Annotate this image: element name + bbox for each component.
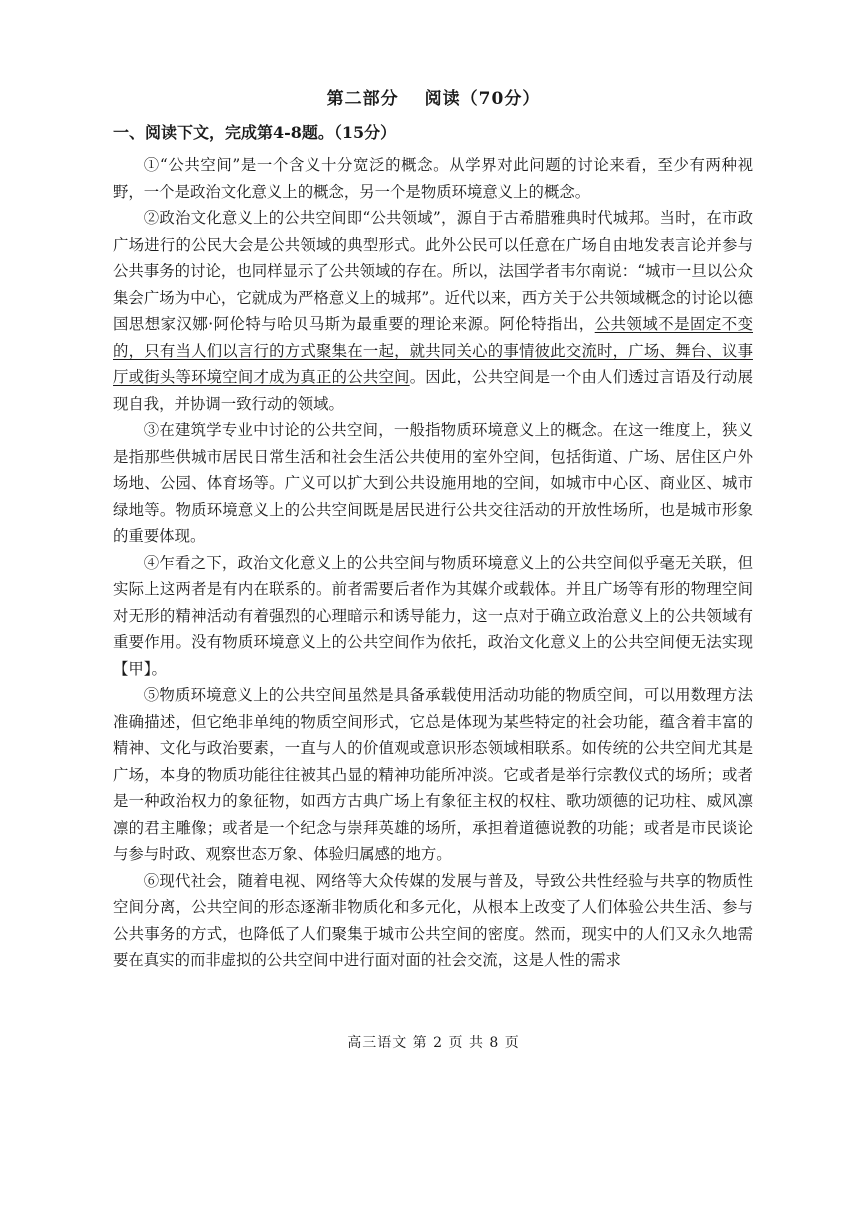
paragraph-3: ③在建筑学专业中讨论的公共空间，一般指物质环境意义上的概念。在这一维度上，狭义是指那些供城市居民日常生活和社会生活公共使用的室外空间，包括街道、广场、居住区户外场地、公园、体育场等。广义可以扩大到公共设施用地的空间，如城市中心区、商业区、城市绿地等。物质环境意义上的公共空间既是居民进行公共交往活动的开放性场所，也是城市形象的重要体现。 [113,421,753,545]
page-footer: 高三语文 第 2 页 共 8 页 [347,1035,520,1051]
paragraph-5: ⑤物质环境意义上的公共空间虽然是具备承载使用活动功能的物质空间，可以用数理方法准确描述，但它绝非单纯的物质空间形式，它总是体现为某些特定的社会功能，蕴含着丰富的精神、文化与政治要素，一直与人的价值观或意识形态领域相联系。如传统的公共空间尤其是广场，本身的物质功能往往被其凸显的精神功能所冲淡。它或者是举行宗教仪式的场所；或者是一种政治权力的象征物，如西方古典广场上有象征主权的权柱、歌功颂德的记功柱、威风凛凛的君主雕像；或者是一个纪念与崇拜英雄的场所，承担着道德说教的功能；或者是市民谈论与参与时政、观察世态万象、体验归属感的地方。 [113,686,753,863]
section-title: 一、阅读下文，完成第4-8题。（15分） [113,123,397,142]
underlined-sentence: 公共领域不是固定不变的，只有当人们以言行的方式聚集在一起，就共同关心的事情彼此交流时，广场、舞台、议事厅或街头等环境空间才成为真正的公共空间 [113,315,753,386]
paragraph-2 [113,205,753,417]
paragraph-2-text-after: 。因此，公共空间是一个由人们透过言语及行动展现自我，并协调一致行动的领域。 [113,368,753,413]
reading-passage [113,152,753,974]
paragraph-6: ⑥现代社会，随着电视、网络等大众传媒的发展与普及，导致公共性经验与共享的物质性空间分离，公共空间的形态逐渐非物质化和多元化，从根本上改变了人们体验公共生活、参与公共事务的方式，也降低了人们聚集于城市公共空间的密度。然而，现实中的人们又永久地需要在真实的而非虚拟的公共空间中进行面对面的社会交流，这是人性的需求 [113,871,753,969]
paragraph-1: ①“公共空间”是一个含义十分宽泛的概念。从学界对此问题的讨论来看，至少有两种视野，一个是政治文化意义上的概念，另一个是物质环境意义上的概念。 [113,156,753,201]
paragraph-2-text-before: ②政治文化意义上的公共空间即“公共领域”，源自于古希腊雅典时代城邦。当时，在市政广场进行的公民大会是公共领域的典型形式。此外公民可以任意在广场自由地发表言论并参与公共事务的讨论，也同样显示了公共领域的存在。所以，法国学者韦尔南说：“城市一旦以公众集会广场为中心，它就成为严格意义上的城邦”。近代以来，西方关于公共领域概念的讨论以德国思想家汉娜·阿伦特与哈贝马斯为最重要的理论来源。阿伦特指出， [113,209,753,333]
part-title [0,84,867,109]
paragraph-4: ④乍看之下，政治文化意义上的公共空间与物质环境意义上的公共空间似乎毫无关联，但实际上这两者是有内在联系的。前者需要后者作为其媒介或载体。并且广场等有形的物理空间对无形的精神活动有着强烈的心理暗示和诱导能力，这一点对于确立政治意义上的公共领域有重要作用。没有物质环境意义上的公共空间作为依托，政治文化意义上的公共空间便无法实现【甲】。 [113,553,753,678]
part-number: 第二部分 [326,89,399,109]
part-name: 阅读（70分） [424,89,541,109]
